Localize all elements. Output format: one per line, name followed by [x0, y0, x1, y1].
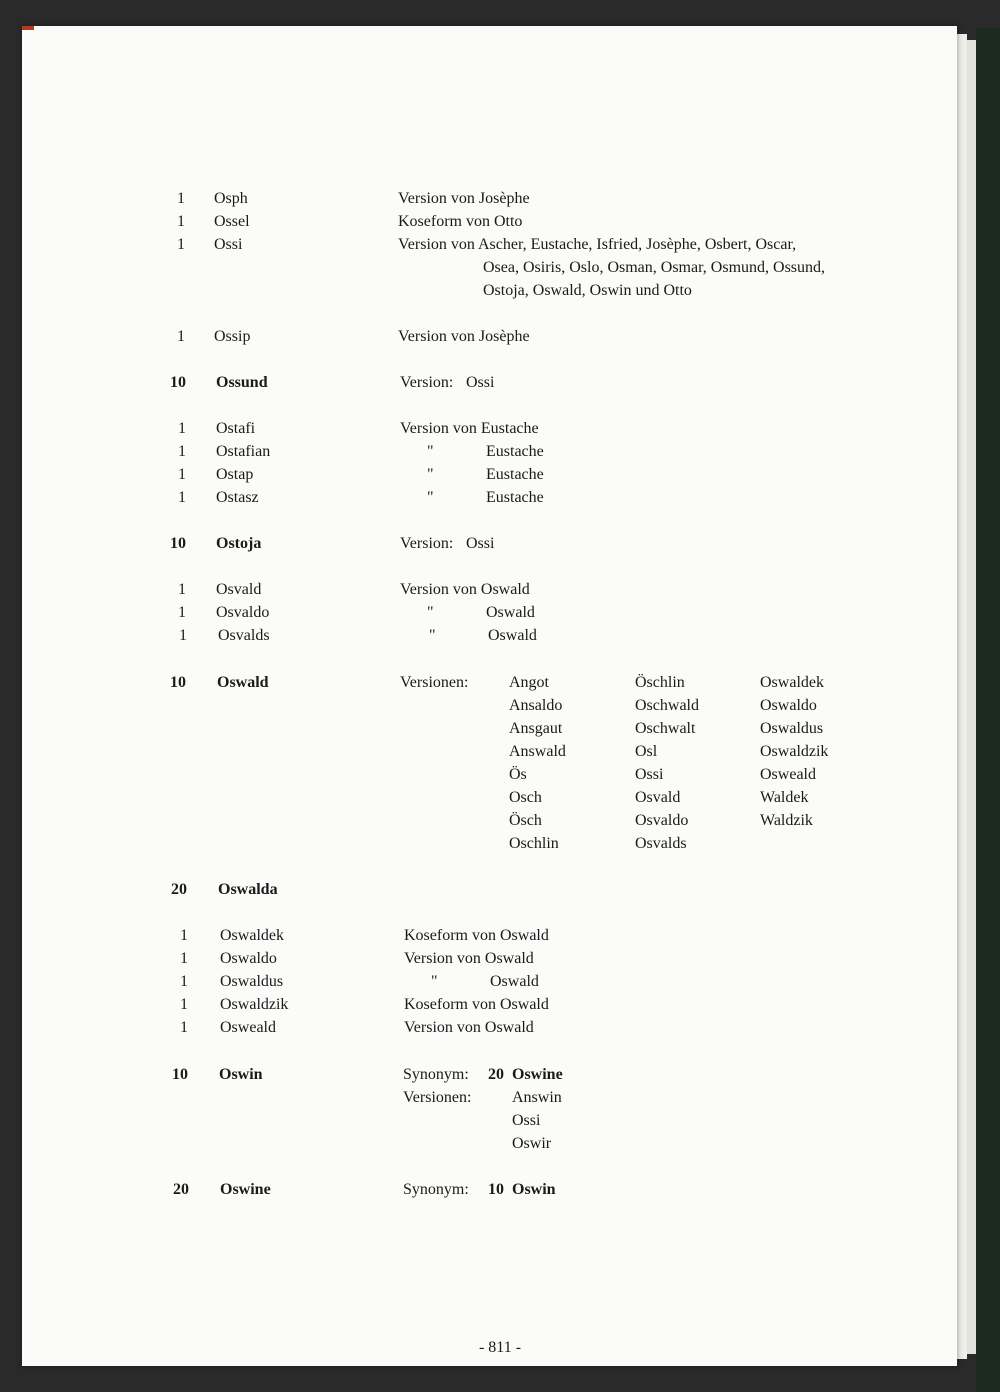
entry-frequency: 1 — [178, 581, 186, 598]
entry-frequency: 10 — [170, 674, 186, 691]
synonym-name: Oswine — [512, 1066, 563, 1083]
entry-frequency: 10 — [170, 535, 186, 552]
entry-description: Version von Oswald — [404, 1019, 534, 1036]
version-name: Osweald — [760, 766, 816, 783]
entry-name: Osvald — [216, 581, 262, 598]
entry-name: Oswin — [219, 1066, 263, 1083]
oswald-row — [0, 809, 1000, 832]
version-name: Ös — [509, 766, 527, 783]
version-name: Oschlin — [509, 835, 559, 852]
synonym-label: Synonym: — [403, 1181, 469, 1198]
version-name: Osch — [509, 789, 542, 806]
entry-row — [0, 463, 1000, 486]
entry-frequency: 1 — [177, 328, 185, 345]
version-name: Oswir — [512, 1135, 552, 1152]
entry-row — [0, 601, 1000, 624]
entry-row — [0, 532, 1000, 555]
entry-continuation — [0, 279, 1000, 302]
entry-frequency: 1 — [180, 973, 188, 990]
entry-name: Oswalda — [218, 881, 278, 898]
entry-description: Version von Josèphe — [398, 190, 530, 207]
oswald-row — [0, 694, 1000, 717]
entry-row — [0, 325, 1000, 348]
entry-description: Version von Eustache — [400, 420, 539, 437]
synonym-name: Oswin — [512, 1181, 556, 1198]
entry-description: Osea, Osiris, Oslo, Osman, Osmar, Osmund, Ossund, — [483, 259, 826, 276]
version-name: Oschwald — [635, 697, 699, 714]
version-label: Version: — [400, 374, 454, 391]
oswin-row — [0, 1086, 1000, 1109]
version-name: Waldek — [760, 789, 809, 806]
version-name: Öschlin — [635, 674, 685, 691]
entry-name: Ossip — [214, 328, 251, 345]
entry-description: Koseform von Otto — [398, 213, 523, 230]
entry-name: Ostafian — [216, 443, 271, 460]
entry-name: Ostoja — [216, 535, 262, 552]
entry-frequency: 1 — [180, 950, 188, 967]
synonym-label: Synonym: — [403, 1066, 469, 1083]
oswin-row — [0, 1109, 1000, 1132]
entry-frequency: 1 — [180, 1019, 188, 1036]
oswald-row — [0, 786, 1000, 809]
entry-reference: Oswald — [486, 604, 535, 621]
entry-reference: Eustache — [486, 443, 544, 460]
version-name: Answald — [509, 743, 566, 760]
entry-name: Oswald — [217, 674, 269, 691]
version-name: Osvald — [635, 789, 681, 806]
version-name: Ösch — [509, 812, 542, 829]
entry-row — [0, 578, 1000, 601]
entry-name: Oswaldek — [220, 927, 284, 944]
oswald-row — [0, 671, 1000, 694]
entry-name: Osvalds — [218, 627, 270, 644]
entry-row — [0, 993, 1000, 1016]
ditto-mark: " — [427, 604, 434, 621]
entry-frequency: 1 — [180, 927, 188, 944]
entry-frequency: 20 — [171, 881, 187, 898]
version-name: Ansaldo — [509, 697, 563, 714]
entry-frequency: 20 — [173, 1181, 189, 1198]
version-name: Answin — [512, 1089, 562, 1106]
ditto-mark: " — [431, 973, 438, 990]
entry-row — [0, 970, 1000, 993]
page-number: - 811 - — [478, 1339, 522, 1356]
oswald-row — [0, 740, 1000, 763]
entry-frequency: 10 — [170, 374, 186, 391]
version-name: Waldzik — [760, 812, 813, 829]
entry-row — [0, 440, 1000, 463]
entry-name: Osweald — [220, 1019, 276, 1036]
versions-label: Versionen: — [403, 1089, 472, 1106]
entry-frequency: 1 — [177, 213, 185, 230]
version-name: Osvalds — [635, 835, 687, 852]
version-name: Ossi — [635, 766, 664, 783]
entry-frequency: 1 — [178, 420, 186, 437]
entry-frequency: 1 — [178, 443, 186, 460]
entry-name: Oswaldzik — [220, 996, 289, 1013]
entry-reference: Eustache — [486, 466, 544, 483]
entry-reference: Oswald — [488, 627, 537, 644]
entry-frequency: 10 — [172, 1066, 188, 1083]
version-name: Ossi — [512, 1112, 541, 1129]
entry-name: Ostafi — [216, 420, 256, 437]
entry-frequency: 1 — [178, 466, 186, 483]
entry-name: Osph — [214, 190, 248, 207]
ditto-mark: " — [429, 627, 436, 644]
entry-frequency: 1 — [178, 604, 186, 621]
entry-row — [0, 210, 1000, 233]
entry-row — [0, 371, 1000, 394]
entry-row — [0, 624, 1000, 647]
entry-row — [0, 233, 1000, 256]
oswin-row — [0, 1063, 1000, 1086]
oswine-row — [0, 1178, 1000, 1201]
entry-continuation — [0, 256, 1000, 279]
version-label: Version: — [400, 535, 454, 552]
entry-name: Ossund — [216, 374, 268, 391]
entry-row — [0, 417, 1000, 440]
versions-label: Versionen: — [400, 674, 469, 691]
entry-name: Ossi — [214, 236, 243, 253]
synonym-frequency: 20 — [488, 1066, 504, 1083]
entry-description: Koseform von Oswald — [404, 927, 549, 944]
entry-name: Osvaldo — [216, 604, 270, 621]
version-name: Ansgaut — [509, 720, 563, 737]
entry-description: Ostoja, Oswald, Oswin und Otto — [483, 282, 692, 299]
version-name: Oswaldzik — [760, 743, 829, 760]
entry-reference: Oswald — [490, 973, 539, 990]
entry-frequency: 1 — [177, 236, 185, 253]
oswin-row — [0, 1132, 1000, 1155]
oswald-row — [0, 763, 1000, 786]
entry-row — [0, 187, 1000, 210]
oswald-row — [0, 832, 1000, 855]
oswald-row — [0, 717, 1000, 740]
entry-frequency: 1 — [179, 627, 187, 644]
entry-description: Version von Josèphe — [398, 328, 530, 345]
entry-row — [0, 486, 1000, 509]
entry-description: Koseform von Oswald — [404, 996, 549, 1013]
entry-name: Ostap — [216, 466, 254, 483]
entry-name: Oswine — [220, 1181, 271, 1198]
version-name: Osvaldo — [635, 812, 689, 829]
entry-frequency: 1 — [178, 489, 186, 506]
entry-frequency: 1 — [177, 190, 185, 207]
entry-name: Ossel — [214, 213, 250, 230]
version-name: Oschwalt — [635, 720, 696, 737]
entry-description: Version von Oswald — [400, 581, 530, 598]
entry-reference: Ossi — [466, 374, 495, 391]
entry-row — [0, 878, 1000, 901]
version-name: Oswaldo — [760, 697, 817, 714]
entry-row — [0, 1016, 1000, 1039]
version-name: Angot — [509, 674, 549, 691]
entry-description: Version von Ascher, Eustache, Isfried, Josèphe, Osbert, Oscar, — [398, 236, 797, 253]
synonym-frequency: 10 — [488, 1181, 504, 1198]
version-name: Osl — [635, 743, 658, 760]
entry-name: Oswaldo — [220, 950, 277, 967]
entry-row — [0, 924, 1000, 947]
entry-name: Oswaldus — [220, 973, 284, 990]
ditto-mark: " — [427, 489, 434, 506]
entry-reference: Eustache — [486, 489, 544, 506]
version-name: Oswaldus — [760, 720, 824, 737]
entry-frequency: 1 — [180, 996, 188, 1013]
entry-name: Ostasz — [216, 489, 259, 506]
entry-reference: Ossi — [466, 535, 495, 552]
ditto-mark: " — [427, 466, 434, 483]
entry-row — [0, 947, 1000, 970]
version-name: Oswaldek — [760, 674, 824, 691]
ditto-mark: " — [427, 443, 434, 460]
entry-description: Version von Oswald — [404, 950, 534, 967]
